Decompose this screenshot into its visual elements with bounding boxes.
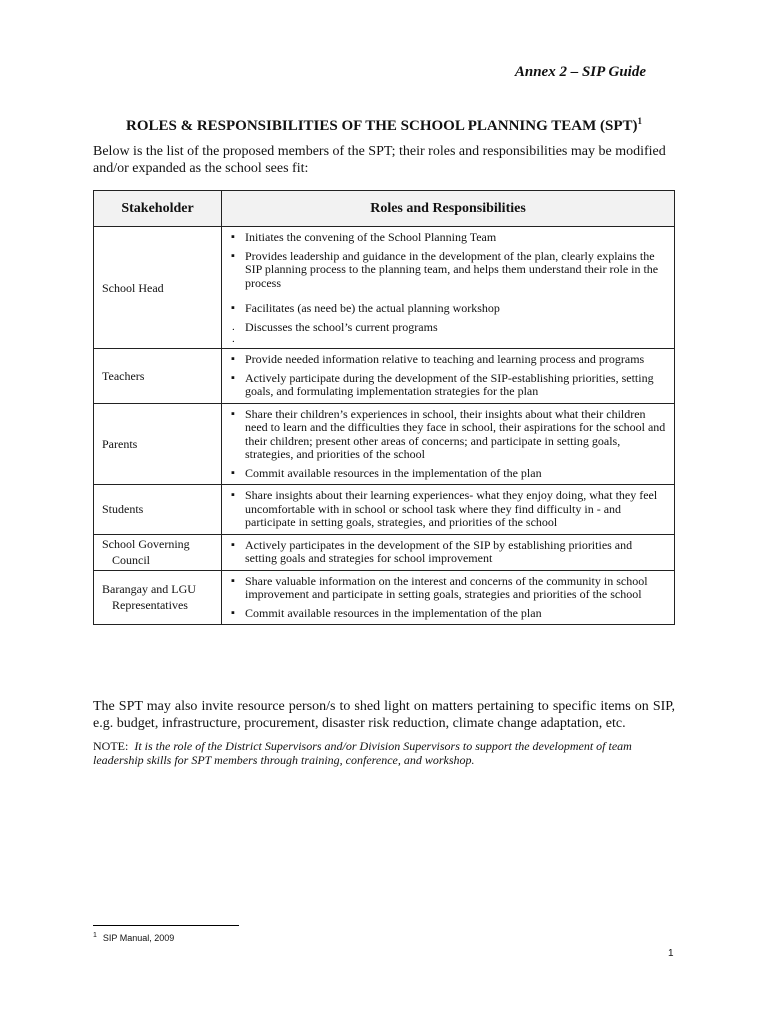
list-item: ▪ Facilitates (as need be) the actual planning workshop: [230, 302, 666, 316]
stakeholder-line: Representatives: [112, 598, 188, 613]
responsibilities-cell: [222, 485, 675, 535]
page-title-text: ROLES & RESPONSIBILITIES OF THE SCHOOL PLANNING TEAM (SPT): [125, 118, 638, 134]
table-row: [94, 570, 675, 625]
list-item: ▪ Provide needed information relative to teaching and learning process and programs: [230, 353, 666, 367]
footnote: [93, 932, 174, 943]
page-number: 1: [668, 948, 674, 959]
list-item: . Discusses the school’s current programs: [230, 321, 666, 335]
list-item: ▪ Share insights about their learning experiences- what they enjoy doing, what they feel uncomfortable with in school or school task where they find difficulty in - and participate in setting goals, strategies, and priorities of the school: [230, 489, 666, 530]
stakeholder-line: Council: [112, 553, 150, 567]
stakeholder-cell: [94, 534, 222, 570]
responsibilities-cell: [222, 349, 675, 404]
title-footnote-mark: 1: [637, 116, 642, 126]
responsibility-list: [230, 353, 666, 399]
stakeholder-cell: Students: [94, 485, 222, 535]
list-item: ▪ Share their children’s experiences in school, their insights about what their children need to learn and the difficulties they face in school, their aspirations for the school and their children; present other areas of concerns; and participate in setting goals, strategies, and priorities of the school: [230, 408, 666, 462]
list-item: ▪ Commit available resources in the implementation of the plan: [230, 467, 666, 481]
responsibility-list: [230, 539, 666, 566]
annex-header: Annex 2 – SIP Guide: [514, 64, 646, 80]
list-item: ▪ Actively participate during the development of the SIP-establishing priorities, setting goals, and formulating implementation strategies for the plan: [230, 372, 666, 399]
page-title: [92, 116, 676, 135]
note-label: NOTE:: [93, 739, 129, 753]
footnote-mark: 1: [93, 932, 97, 939]
stakeholder-line: Barangay and LGU: [102, 582, 196, 597]
responsibility-list: [230, 575, 666, 621]
responsibility-list: [230, 231, 666, 334]
list-item: ▪ Share valuable information on the interest and concerns of the community in school improvement and participate in setting goals, strategies and priorities of the school: [230, 575, 666, 602]
table-row: [94, 349, 675, 404]
table-header-row: [94, 191, 675, 227]
intro-paragraph: Below is the list of the proposed members of the SPT; their roles and responsibilities may be modified and/or expanded as the school sees fit:: [93, 144, 666, 176]
list-item: ▪ Provides leadership and guidance in the development of the plan, clearly explains the SIP planning process to the planning team, and helps them understand their role in the process: [230, 250, 666, 291]
responsibility-list: [230, 489, 666, 530]
responsibilities-cell: [222, 570, 675, 625]
table-row: [94, 534, 675, 570]
responsibility-list: [230, 408, 666, 481]
responsibilities-cell: [222, 534, 675, 570]
footnote-text: SIP Manual, 2009: [102, 933, 175, 943]
table-row: [94, 227, 675, 349]
roles-table: [93, 190, 675, 625]
footnote-separator: [93, 925, 239, 926]
stakeholder-line: School Governing: [102, 537, 190, 551]
list-item: ▪ Commit available resources in the implementation of the plan: [230, 607, 666, 621]
responsibilities-cell: [222, 227, 675, 349]
stakeholder-header: Stakeholder: [94, 191, 222, 227]
list-item: ▪ Initiates the convening of the School Planning Team: [230, 231, 666, 245]
list-item: ▪ Actively participates in the development of the SIP by establishing priorities and setting goals and strategies for school improvement: [230, 539, 666, 566]
table-row: [94, 403, 675, 485]
stakeholder-cell: School Head: [94, 227, 222, 349]
closing-paragraph: The SPT may also invite resource person/s to shed light on matters pertaining to specific items on SIP, e.g. budget, infrastructure, procurement, disaster risk reduction, climate change adaptation, etc.: [93, 699, 675, 731]
stray-mark: .: [232, 333, 235, 345]
note-text: It is the role of the District Supervisors and/or Division Supervisors to support the development of team leadership skills for SPT members through training, conference, and workshop.: [93, 739, 632, 767]
responsibilities-cell: [222, 403, 675, 485]
stakeholder-cell: Teachers: [94, 349, 222, 404]
stakeholder-cell: [94, 570, 222, 625]
note-paragraph: [93, 739, 675, 767]
roles-header: Roles and Responsibilities: [222, 191, 675, 227]
table-row: [94, 485, 675, 535]
stakeholder-cell: Parents: [94, 403, 222, 485]
